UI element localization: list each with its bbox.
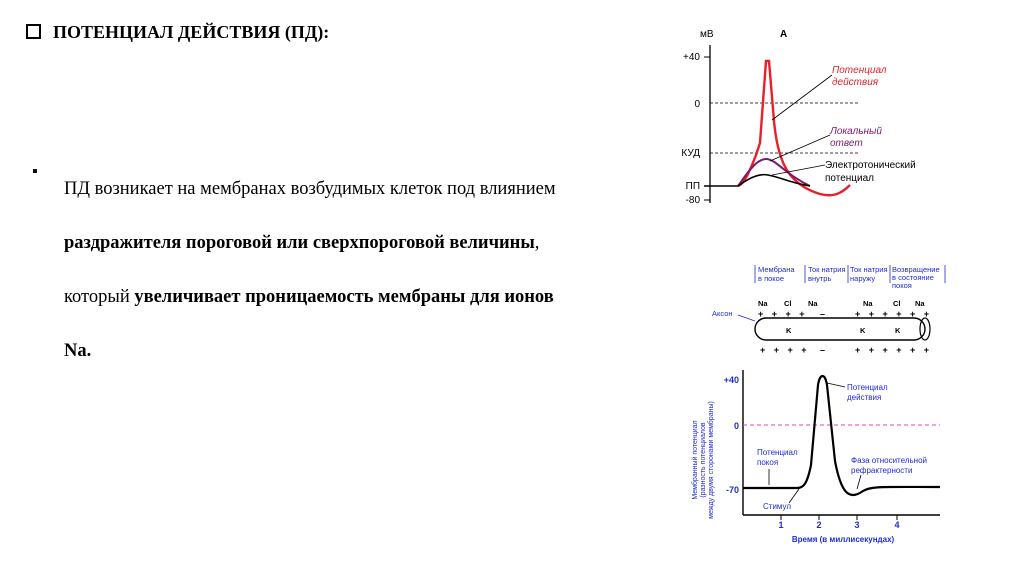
ion-cl-1: Cl bbox=[784, 299, 792, 308]
ion-na-3: Na bbox=[863, 299, 873, 308]
unit-label: мВ bbox=[700, 29, 714, 40]
square-bullet-icon: ▪ bbox=[32, 163, 38, 180]
ion-na-1: Na bbox=[758, 299, 768, 308]
ion-na-2: Na bbox=[808, 299, 818, 308]
label-electro-2: потенциал bbox=[825, 173, 875, 184]
header-rest-1: Мембрана bbox=[758, 265, 795, 274]
y-label-kud: КУД bbox=[681, 148, 700, 159]
ion-na-4: Na bbox=[915, 299, 925, 308]
axon-pointer bbox=[738, 315, 755, 321]
header-rest-2: в покое bbox=[758, 274, 785, 283]
label-electro-1: Электротонический bbox=[825, 160, 916, 171]
figure-axon-membrane bbox=[700, 263, 960, 363]
y-label-zero: 0 bbox=[733, 421, 739, 431]
charge-top-plus-2: + + + + + + bbox=[855, 309, 933, 319]
ion-k-2: K bbox=[860, 326, 866, 335]
label-refr-1: Фаза относительной bbox=[851, 456, 927, 465]
label-local-1: Локальный bbox=[830, 126, 882, 137]
body-paragraph bbox=[64, 162, 564, 378]
x-label-3: 3 bbox=[854, 520, 860, 530]
paragraph-bold-1: раздражителя пороговой или сверхпороговой величины bbox=[64, 233, 535, 253]
label-rest-1: Потенциал bbox=[757, 448, 798, 457]
y-label-plus40: +40 bbox=[683, 52, 700, 63]
header-return-1: Возвращение bbox=[892, 265, 940, 274]
header-na-out-2: наружу bbox=[850, 274, 876, 283]
figure-action-potential-colored bbox=[660, 25, 960, 215]
checkbox-bullet-icon bbox=[26, 24, 41, 39]
y-label-minus70: -70 bbox=[725, 485, 739, 495]
charge-bottom-plus-2: + + + + + + bbox=[855, 345, 933, 355]
label-refr-2: рефрактерности bbox=[851, 466, 913, 475]
paragraph-bold-2: увеличивает проницаемость мембраны для ионов Na. bbox=[64, 287, 554, 361]
charge-bottom-minus: – bbox=[820, 345, 826, 355]
label-stimulus: Стимул bbox=[763, 502, 791, 511]
paragraph-text-2: , который bbox=[64, 233, 540, 307]
y-axis-title bbox=[691, 401, 715, 519]
ion-k-3: K bbox=[895, 326, 901, 335]
x-axis-title: Время (в миллисекундах) bbox=[791, 535, 895, 544]
y-title-3: между двумя сторонами мембраны) bbox=[708, 401, 715, 519]
heading-text: ПОТЕНЦИАЛ ДЕЙСТВИЯ (ПД): bbox=[53, 22, 330, 42]
label-ap-1: Потенциал bbox=[832, 65, 887, 76]
local-response-curve bbox=[738, 159, 810, 186]
header-na-in-2: внутрь bbox=[808, 274, 832, 283]
charge-bottom-plus: + + + + bbox=[760, 345, 810, 355]
ion-cl-2: Cl bbox=[893, 299, 901, 308]
charge-top-plus: + + + + bbox=[758, 309, 808, 319]
pointer-ap bbox=[827, 383, 845, 387]
header-return-3: покоя bbox=[892, 281, 912, 290]
header-return-2: в состояние bbox=[892, 273, 934, 282]
axon-label: Аксон bbox=[712, 309, 733, 318]
charge-top-minus: – bbox=[820, 309, 826, 319]
action-potential-curve bbox=[743, 376, 940, 495]
paragraph-text-1: ПД возникает на мембранах возбудимых клеток под влиянием bbox=[64, 179, 556, 199]
y-label-plus40: +40 bbox=[723, 375, 739, 385]
y-label-zero: 0 bbox=[694, 99, 700, 110]
y-label-minus80: -80 bbox=[685, 195, 700, 206]
figure-action-potential-time bbox=[685, 365, 965, 550]
y-label-pp: ПП bbox=[685, 181, 700, 192]
x-label-4: 4 bbox=[894, 520, 900, 530]
x-label-2: 2 bbox=[816, 520, 822, 530]
panel-label: А bbox=[780, 29, 788, 40]
pointer-ap bbox=[772, 75, 832, 120]
ion-k-1: K bbox=[786, 326, 792, 335]
pointer-refr bbox=[857, 475, 861, 489]
pointer-stimulus bbox=[789, 489, 799, 503]
x-label-1: 1 bbox=[778, 520, 784, 530]
label-ap-2: действия bbox=[847, 393, 882, 402]
header-na-in-1: Ток натрия bbox=[808, 265, 846, 274]
slide-heading bbox=[26, 22, 329, 43]
label-local-2: ответ bbox=[830, 138, 863, 149]
label-rest-2: покоя bbox=[757, 458, 779, 467]
y-title-1: Мембранный потенциал bbox=[692, 420, 699, 500]
label-ap-2: действия bbox=[832, 77, 879, 88]
header-na-out-1: Ток натрия bbox=[850, 265, 888, 274]
label-ap-1: Потенциал bbox=[847, 383, 888, 392]
y-title-2: (разность потенциалов bbox=[700, 422, 707, 498]
